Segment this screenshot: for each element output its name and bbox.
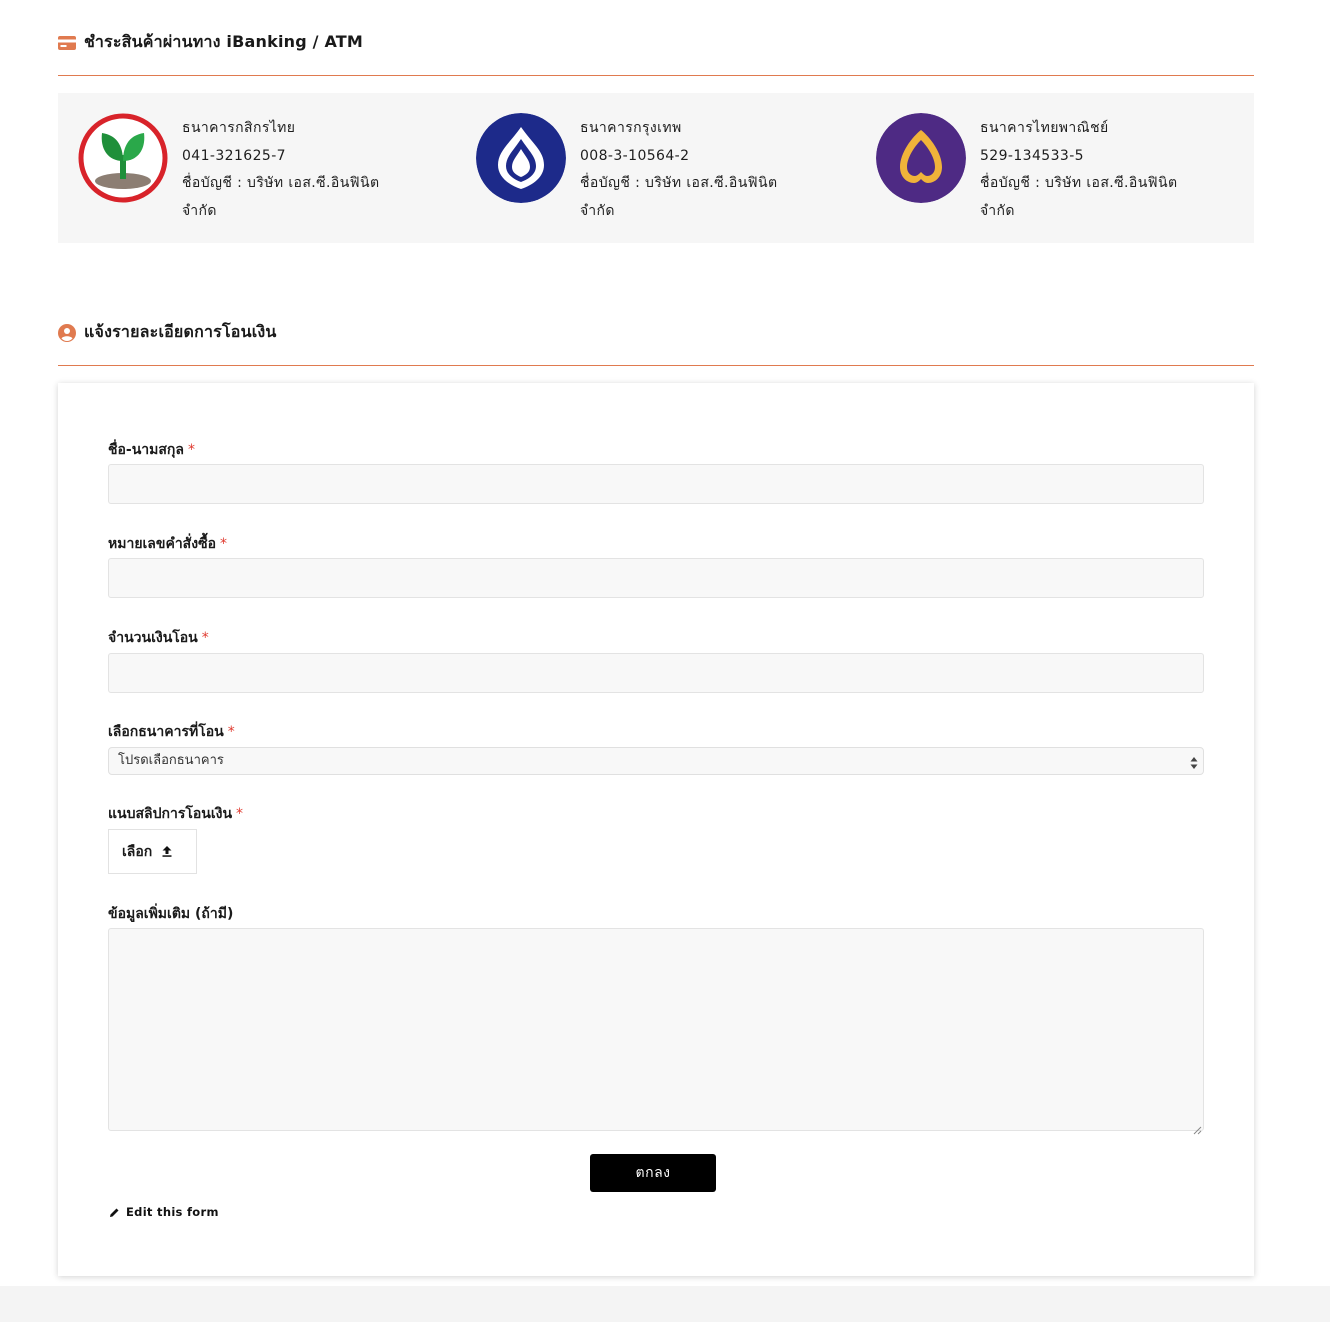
order-number-label: [108, 533, 227, 555]
label-text: หมายเลขคำสั่งซื้อ: [108, 536, 216, 552]
bank-select[interactable]: [108, 747, 1204, 775]
upload-icon: [162, 846, 172, 857]
account-name-suffix: จำกัด: [182, 202, 217, 219]
section-divider: [58, 365, 1254, 366]
account-name: ชื่อบัญชี : บริษัท เอส.ซี.อินฟินิต: [980, 175, 1178, 191]
bank-card-scb: [876, 93, 1208, 225]
edit-form-link[interactable]: [109, 1205, 219, 1219]
payment-section-header: [58, 30, 1254, 55]
transfer-section-header: [58, 320, 1254, 345]
select-arrows-icon: [1190, 754, 1198, 768]
notes-label: [108, 903, 233, 925]
required-marker: *: [236, 806, 244, 822]
order-number-input[interactable]: [108, 558, 1204, 598]
choose-file-button[interactable]: [108, 829, 197, 874]
bank-accounts-panel: [58, 93, 1254, 243]
bank-name: ธนาคารกรุงเทพ: [580, 120, 682, 136]
page-footer-band: [0, 1286, 1330, 1322]
bangkok-bank-logo: [476, 113, 566, 203]
bank-card-bangkok: [476, 93, 808, 225]
pencil-icon: [109, 1207, 120, 1218]
bank-select-label: [108, 721, 235, 743]
submit-button[interactable]: ตกลง: [590, 1154, 716, 1192]
amount-label: [108, 627, 209, 649]
account-number: 529-134533-5: [980, 147, 1084, 164]
bank-name: ธนาคารกสิกรไทย: [182, 120, 296, 136]
label-text: ข้อมูลเพิ่มเติม (ถ้ามี): [108, 906, 234, 922]
account-name: ชื่อบัญชี : บริษัท เอส.ซี.อินฟินิต: [580, 175, 778, 191]
transfer-form: [58, 383, 1254, 1276]
label-text: จำนวนเงินโอน: [108, 630, 198, 646]
required-marker: *: [219, 536, 227, 552]
required-marker: *: [227, 724, 235, 740]
bank-info: [580, 115, 808, 225]
bank-info: [980, 115, 1208, 225]
choose-file-label: เลือก: [122, 843, 153, 860]
account-number: 008-3-10564-2: [580, 147, 690, 164]
required-marker: *: [187, 442, 195, 458]
scb-logo: [876, 113, 966, 203]
account-name-suffix: จำกัด: [580, 202, 615, 219]
account-name-suffix: จำกัด: [980, 202, 1015, 219]
label-text: แนบสลิปการโอนเงิน: [108, 806, 233, 822]
bank-card-kasikorn: [78, 93, 410, 225]
slip-upload-label: [108, 803, 243, 825]
bank-info: [182, 115, 410, 225]
payment-section-title: ชำระสินค้าผ่านทาง iBanking / ATM: [84, 32, 364, 51]
full-name-label: [108, 439, 195, 461]
bank-select-value: โปรดเลือกธนาคาร: [118, 753, 224, 768]
amount-input[interactable]: [108, 653, 1204, 693]
notes-textarea[interactable]: [108, 928, 1204, 1131]
bank-name: ธนาคารไทยพาณิชย์: [980, 120, 1109, 136]
edit-form-label: Edit this form: [126, 1205, 219, 1219]
kasikorn-logo: [78, 113, 168, 203]
account-number: 041-321625-7: [182, 147, 286, 164]
full-name-input[interactable]: [108, 464, 1204, 504]
section-divider: [58, 75, 1254, 76]
required-marker: *: [201, 630, 209, 646]
label-text: เลือกธนาคารที่โอน: [108, 724, 224, 740]
credit-card-icon: [58, 36, 76, 50]
account-name: ชื่อบัญชี : บริษัท เอส.ซี.อินฟินิต: [182, 175, 380, 191]
label-text: ชื่อ-นามสกุล: [108, 442, 184, 458]
user-circle-icon: [58, 324, 76, 342]
transfer-section-title: แจ้งรายละเอียดการโอนเงิน: [84, 322, 277, 341]
resize-grip-icon[interactable]: [1193, 1120, 1202, 1139]
